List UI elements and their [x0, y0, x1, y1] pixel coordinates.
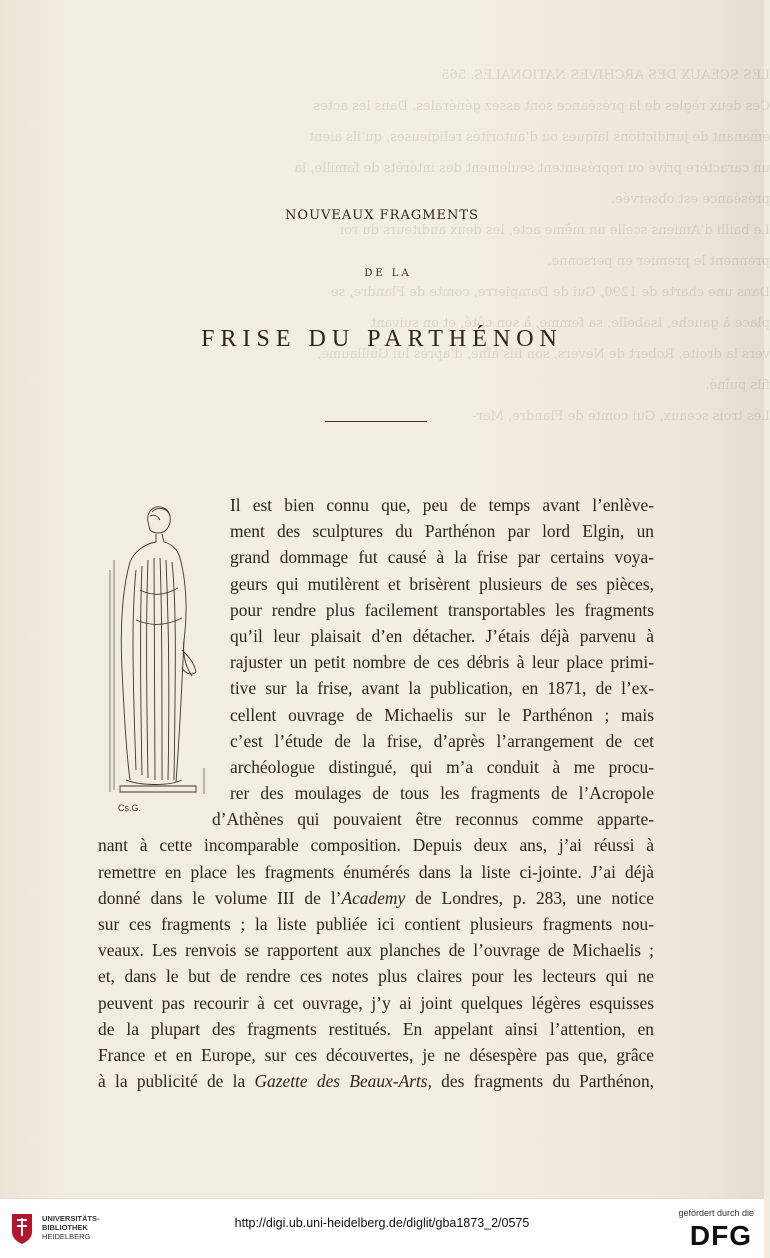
body-line: de la plupart des fragments restitués. En appelant ainsi l’attention, en: [98, 1018, 654, 1039]
ghost-line: Les trois sceaux, Gui comte de Flandre, Mar-: [472, 409, 770, 424]
ghost-line: vers la droite, Robert de Nevers, son fils aîné, d’après lui Guillaume,: [317, 347, 770, 362]
body-line: grand dommage fut causé à la frise par certains voya-: [230, 547, 654, 568]
body-line: à la publicité de la Gazette des Beaux-Arts, des fragments du Parthénon,: [98, 1071, 654, 1092]
ghost-line: place à gauche, Isabelle, sa femme, à son côté, et on suivant: [370, 316, 770, 331]
body-line: cellent ouvrage de Michaelis sur le Parthénon ; mais: [230, 704, 654, 725]
body-line: c’est l’étude de la frise, d’après l’arrangement de cet: [230, 730, 654, 751]
library-name-line: HEIDELBERG: [42, 1232, 91, 1241]
body-line: rer des moulages de tous les fragments de l’Acropole: [230, 783, 654, 804]
article-body: [98, 492, 654, 1094]
library-name-line: UNIVERSITÄTS-: [42, 1214, 100, 1223]
dfg-logo: DFG: [689, 1220, 752, 1251]
ghost-line: Le bailli d’Amiens scelle un même acte, les deux auditeurs du roi: [340, 223, 770, 238]
ghost-line: émanant de juridictions laïques ou d’autorités religieuses, qu’ils aient: [308, 130, 770, 145]
body-line: donné dans le volume III de l’Academy de Londres, p. 283, une notice: [98, 887, 654, 908]
body-line: veaux. Les renvois se rapportent aux planches de l’ouvrage de Michaelis ;: [98, 940, 654, 961]
body-line: archéologue distingué, qui m’a conduit à me procu-: [230, 756, 654, 777]
body-line: nant à cette incomparable composition. Depuis deux ans, j’ai réussi à: [98, 835, 654, 856]
ghost-line: LES SCEAUX DES ARCHIVES NATIONALES. 565: [441, 68, 770, 83]
body-line: qu’il leur plaisait d’en détacher. J’étais déjà parvenu à: [230, 625, 654, 646]
title-rule: [325, 421, 427, 422]
library-name-line: BIBLIOTHEK: [42, 1223, 88, 1232]
permalink[interactable]: http://digi.ub.uni-heidelberg.de/diglit/gba1873_2/0575: [234, 1216, 530, 1230]
ghost-line: fils puîné.: [705, 378, 770, 393]
academy-italic: Academy: [341, 887, 406, 908]
body-line: France et en Europe, sur ces découvertes, je ne désespère pas que, grâce: [98, 1044, 654, 1065]
article-connector: DE LA: [364, 268, 412, 279]
body-line: ment des sculptures du Parthénon par lord Elgin, un: [230, 521, 654, 542]
ghost-line: Dans une charte de 1290, Gui de Dampierre, comte de Flandre, se: [330, 285, 770, 300]
ghost-line: prennent le premier en personne.: [547, 254, 770, 269]
body-line: pour rendre plus facilement transportables les fragments: [230, 599, 654, 620]
body-line: rajuster un petit nombre de ces débris à leur place primi-: [230, 652, 654, 673]
article-title: FRISE DU PARTHÉNON: [201, 326, 563, 352]
body-line: peuvent pas recourir à cet ouvrage, j’y ai joint quelques légères esquisses: [98, 992, 654, 1013]
gazette-italic: Gazette des Beaux-Arts: [254, 1071, 428, 1092]
body-line: remettre en place les fragments énumérés dans la liste ci-jointe. J’ai déjà: [98, 861, 654, 882]
ghost-line: un caractère privé ou représentent seulement des intérêts de famille, la: [294, 161, 770, 176]
article-supertitle: NOUVEAUX FRAGMENTS: [285, 208, 479, 223]
body-line: geurs qui mutilèrent et brisèrent plusieurs de ses pièces,: [230, 573, 654, 594]
figure-signature: Cṣ.G.: [118, 803, 142, 813]
body-line: tive sur la frise, avant la publication, en 1871, de l’ex-: [230, 678, 654, 699]
body-line: et, dans le but de rendre ces notes plus claires pour les lecteurs qui ne: [98, 966, 654, 987]
funding-note: gefördert durch die: [678, 1208, 754, 1218]
ghost-line: Ces deux règles de la préséance sont assez générales. Dans les actes: [313, 99, 770, 114]
body-line: d’Athènes qui pouvaient être reconnus comme apparte-: [212, 809, 654, 830]
ghost-line: préséance est observée.: [610, 192, 770, 207]
body-line: sur ces fragments ; la liste publiée ici contient plusieurs fragments nou-: [98, 914, 654, 934]
body-line: Il est bien connu que, peu de temps avant l’enlève-: [230, 495, 654, 515]
